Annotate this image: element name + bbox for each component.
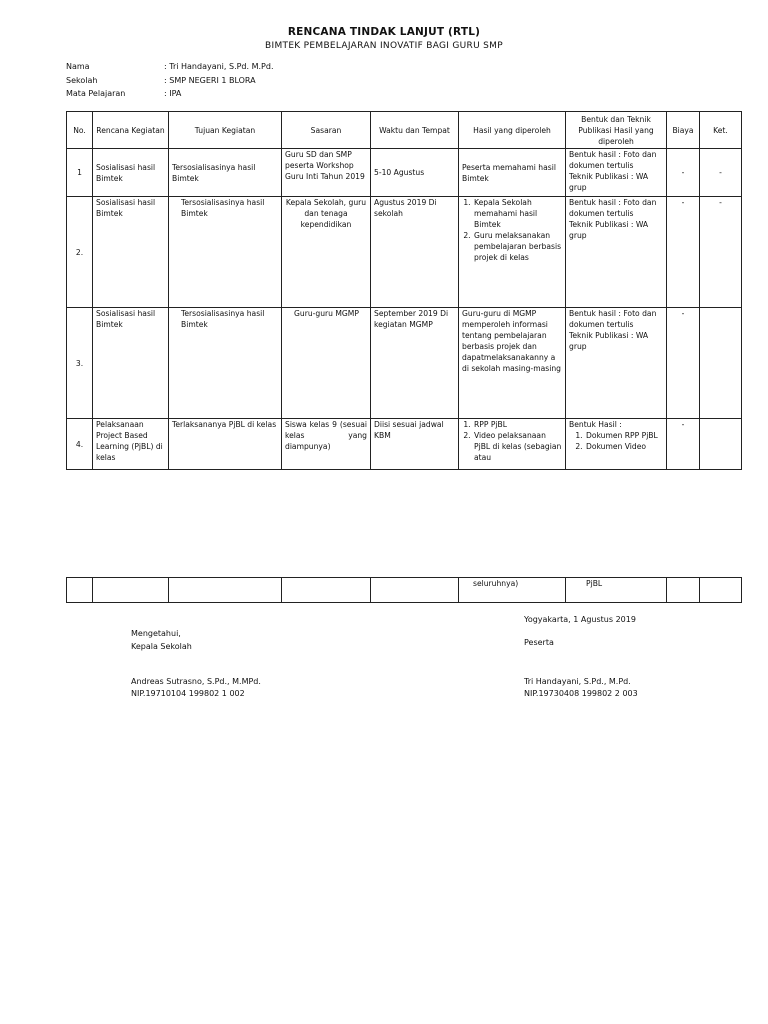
- cell-kegiatan: Sosialisasi hasil Bimtek: [93, 308, 169, 419]
- participant-role: Peserta: [524, 638, 554, 647]
- identity-value: : Tri Handayani, S.Pd. M.Pd.: [164, 62, 274, 71]
- cell-ket: -: [700, 149, 742, 197]
- cell-sasaran: Kepala Sekolah, guru dan tenaga kependidikan: [282, 197, 371, 308]
- list-item: 2. Dokumen Video: [585, 441, 663, 452]
- identity-row-nama: [66, 60, 274, 74]
- cell-no: [67, 578, 93, 603]
- hasil-list: [462, 419, 562, 463]
- header-kegiatan: Rencana Kegiatan: [93, 112, 169, 149]
- bentuk-line: Bentuk hasil : Foto dan dokumen tertulis: [569, 150, 657, 170]
- acknowledged-label: Mengetahui,: [131, 629, 181, 638]
- header-hasil: Hasil yang diperoleh: [459, 112, 566, 149]
- identity-value: : SMP NEGERI 1 BLORA: [164, 75, 256, 85]
- cell-tujuan: Terlaksananya PjBL di kelas: [169, 419, 282, 470]
- cell-tujuan: [169, 578, 282, 603]
- cell-kegiatan: Sosialisasi hasil Bimtek: [93, 149, 169, 197]
- place-date: Yogyakarta, 1 Agustus 2019: [524, 615, 636, 624]
- cell-bentuk: [566, 419, 667, 470]
- identity-row-sekolah: [66, 74, 274, 88]
- header-waktu: Waktu dan Tempat: [371, 112, 459, 149]
- rtl-table: [66, 111, 742, 470]
- cell-biaya: [667, 578, 700, 603]
- cell-biaya: -: [667, 197, 700, 308]
- header-sasaran: Sasaran: [282, 112, 371, 149]
- document-subtitle: BIMTEK PEMBELAJARAN INOVATIF BAGI GURU SMP: [265, 41, 503, 51]
- principal-role: Kepala Sekolah: [131, 642, 192, 651]
- cell-no: 2.: [67, 197, 93, 308]
- cell-tujuan: Tersosialisasinya hasil Bimtek: [169, 149, 282, 197]
- cell-kegiatan: Sosialisasi hasil Bimtek: [93, 197, 169, 308]
- cell-kegiatan: [93, 578, 169, 603]
- cell-bentuk: [566, 308, 667, 419]
- header-bentuk: Bentuk dan Teknik Publikasi Hasil yang diperoleh: [566, 112, 667, 149]
- cell-waktu: Agustus 2019 Di sekolah: [371, 197, 459, 308]
- list-item: 2. Video pelaksanaan PjBL di kelas (sebagian atau: [473, 430, 562, 463]
- header-no: No.: [67, 112, 93, 149]
- participant-name: Tri Handayani, S.Pd., M.Pd.: [524, 677, 631, 686]
- identity-value: : IPA: [164, 89, 182, 98]
- table-row: [67, 149, 742, 197]
- bentuk-line: Teknik Publikasi : WA grup: [569, 172, 649, 192]
- principal-name: Andreas Sutrasno, S.Pd., M.MPd.: [131, 677, 261, 686]
- header-ket: Ket.: [700, 112, 742, 149]
- table-row: [67, 197, 742, 308]
- cell-hasil: [459, 419, 566, 470]
- cell-hasil: [459, 197, 566, 308]
- cell-biaya: -: [667, 419, 700, 470]
- continuation-table: [66, 577, 742, 603]
- cell-sasaran: Guru SD dan SMP peserta Workshop Guru Inti Tahun 2019: [282, 149, 371, 197]
- cell-no: 3.: [67, 308, 93, 419]
- cell-tujuan: Tersosialisasinya hasil Bimtek: [169, 308, 282, 419]
- table-row: [67, 578, 742, 603]
- cell-ket: [700, 308, 742, 419]
- cell-ket: [700, 578, 742, 603]
- cell-sasaran: Guru-guru MGMP: [282, 308, 371, 419]
- cell-hasil: seluruhnya): [459, 578, 566, 603]
- header-tujuan: Tujuan Kegiatan: [169, 112, 282, 149]
- cell-waktu: September 2019 Di kegiatan MGMP: [371, 308, 459, 419]
- cell-no: 4.: [67, 419, 93, 470]
- cell-bentuk: [566, 149, 667, 197]
- identity-label: Mata Pelajaran: [66, 89, 126, 98]
- list-item: 1. Dokumen RPP PjBL: [585, 430, 663, 441]
- bentuk-label: Bentuk Hasil :: [569, 420, 622, 429]
- cell-waktu: Diisi sesuai jadwal KBM: [371, 419, 459, 470]
- cell-biaya: -: [667, 149, 700, 197]
- bentuk-line: Teknik Publikasi : WA grup: [569, 220, 649, 240]
- cell-ket: [700, 419, 742, 470]
- identity-label: Nama: [66, 62, 90, 71]
- cell-sasaran: Siswa kelas 9 (sesuai kelas yang diampunya): [282, 419, 371, 470]
- list-item: 2. Guru melaksanakan pembelajaran berbasis projek di kelas: [473, 230, 562, 263]
- signature-left-name-block: [131, 676, 261, 700]
- cell-hasil: Peserta memahami hasil Bimtek: [459, 149, 566, 197]
- identity-label: Sekolah: [66, 75, 98, 85]
- document-title: RENCANA TINDAK LANJUT (RTL): [287, 26, 481, 38]
- cell-kegiatan: Pelaksanaan Project Based Learning (PjBL) di kelas: [93, 419, 169, 470]
- participant-nip: NIP.19730408 199802 2 003: [524, 689, 638, 698]
- bentuk-line: Bentuk hasil : Foto dan dokumen tertulis: [569, 198, 657, 218]
- cell-waktu: [371, 578, 459, 603]
- bentuk-list: [569, 430, 663, 452]
- hasil-list: [462, 197, 562, 263]
- list-item: 1. RPP PjBL: [473, 419, 562, 430]
- cell-no: 1: [67, 149, 93, 197]
- cell-bentuk: [566, 197, 667, 308]
- table-row: [67, 419, 742, 470]
- bentuk-line: Bentuk hasil : Foto dan dokumen tertulis: [569, 309, 657, 329]
- signature-left-header: [131, 627, 192, 653]
- cell-ket: -: [700, 197, 742, 308]
- cell-hasil: Guru-guru di MGMP memperoleh informasi tentang pembelajaran berbasis projek dan dapatmelaksanakanny a di sekolah masing-masing: [459, 308, 566, 419]
- cell-tujuan: Tersosialisasinya hasil Bimtek: [169, 197, 282, 308]
- cell-sasaran: [282, 578, 371, 603]
- principal-nip: NIP.19710104 199802 1 002: [131, 689, 245, 698]
- list-item: 1. Kepala Sekolah memahami hasil Bimtek: [473, 197, 562, 230]
- bentuk-line: Teknik Publikasi : WA grup: [569, 331, 649, 351]
- signature-right-name-block: [524, 676, 638, 700]
- header-biaya: Biaya: [667, 112, 700, 149]
- identity-row-mapel: [66, 87, 274, 101]
- table-row: [67, 308, 742, 419]
- table-header-row: [67, 112, 742, 149]
- identity-block: [66, 60, 274, 101]
- cell-biaya: -: [667, 308, 700, 419]
- cell-waktu: 5-10 Agustus: [371, 149, 459, 197]
- cell-bentuk: PjBL: [566, 578, 667, 603]
